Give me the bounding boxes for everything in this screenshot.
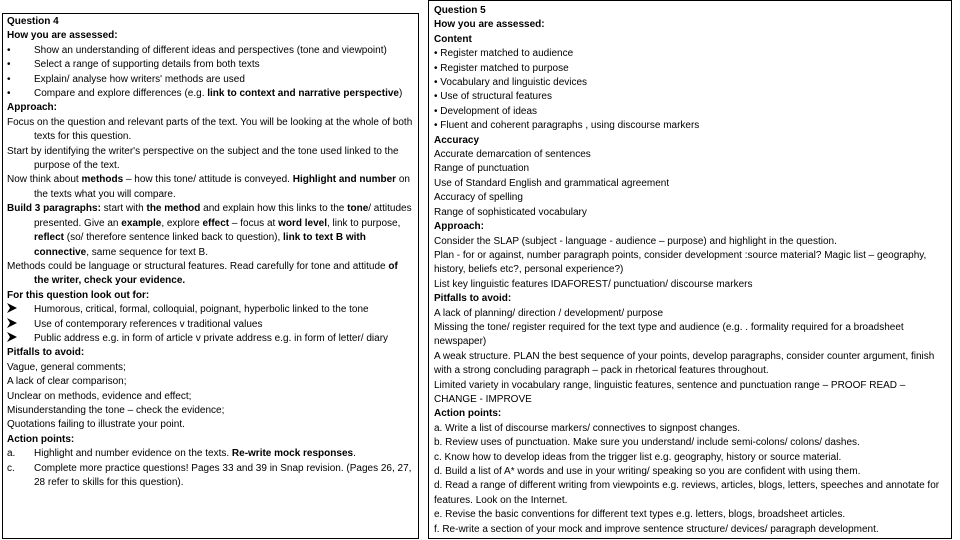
q5-pitfall: A weak structure. PLAN the best sequence of your points, develop paragraphs, consider counter argument, finish with a strong concluding paragraph – pack in rhetorical features throughout. <box>434 350 935 377</box>
bullet-icon: • <box>7 44 11 56</box>
arrow-bullet-icon <box>7 303 34 317</box>
q4-lookout-item: Humorous, critical, formal, colloquial, poignant, hyperbolic linked to the tone <box>7 303 414 317</box>
q4-pitfall: A lack of clear comparison; <box>7 376 127 388</box>
q5-pitfalls-heading: Pitfalls to avoid: <box>434 293 512 305</box>
q5-accuracy-item: Use of Standard English and grammatical agreement <box>434 177 670 189</box>
q5-content-item: • Vocabulary and linguistic devices <box>434 77 588 89</box>
q5-pitfall: A lack of planning/ direction / development/ purpose <box>434 307 664 319</box>
arrow-bullet-icon <box>7 332 34 346</box>
arrow-bullet-icon <box>7 318 34 332</box>
q4-pitfalls-heading: Pitfalls to avoid: <box>7 347 85 359</box>
q4-approach-para: Now think about methods – how this tone/ attitude is conveyed. Highlight and number on the texts what you will compare. <box>7 174 410 200</box>
q5-pitfall: Limited variety in vocabulary range, linguistic features, sentence and punctuation range – PROOF READ – CHANGE - IMPROVE <box>434 379 906 405</box>
q4-pitfall: Misunderstanding the tone – check the evidence; <box>7 404 225 416</box>
q5-action-item: e. Revise the basic conventions for different text types e.g. letters, blogs, broadsheet articles. <box>434 509 846 521</box>
q4-action-heading: Action points: <box>7 433 75 445</box>
q5-content-item: • Use of structural features <box>434 91 552 103</box>
q4-pitfall: Vague, general comments; <box>7 361 126 373</box>
q5-title: Question 5 <box>434 5 486 16</box>
bullet-icon: • <box>7 59 11 71</box>
q4-assessed-item: • Show an understanding of different ideas and perspectives (tone and viewpoint) <box>7 44 414 58</box>
q5-approach-heading: Approach: <box>434 221 484 233</box>
q5-content-item: • Register matched to audience <box>434 48 574 60</box>
q5-assessed-heading: How you are assessed: <box>434 19 545 31</box>
q4-approach-heading: Approach: <box>7 102 57 114</box>
q5-action-item: b. Review uses of punctuation. Make sure you understand/ include semi-colons/ colons/ dashes. <box>434 437 860 449</box>
q4-lookout-heading: For this question look out for: <box>7 289 150 301</box>
q4-assessed-item: • Explain/ analyse how writers' methods are used <box>7 73 414 87</box>
q4-action-item: a. Highlight and number evidence on the texts. Re-write mock responses. <box>7 448 356 460</box>
q4-lookout-item: Public address e.g. in form of article v private address e.g. in form of letter/ diary <box>7 332 414 346</box>
q5-content-item: • Register matched to purpose <box>434 62 569 74</box>
q5-accuracy-item: Accurate demarcation of sentences <box>434 149 591 161</box>
q4-action-item: c. Complete more practice questions! Pages 33 and 39 in Snap revision. (Pages 26, 27, 28 refer to skills for this question). <box>7 462 412 488</box>
question-5-panel <box>428 0 952 539</box>
q5-action-heading: Action points: <box>434 408 502 420</box>
q4-assessed-heading: How you are assessed: <box>7 30 118 42</box>
bullet-icon: • <box>7 88 11 100</box>
q5-action-item: d. Build a list of A* words and use in your writing/ speaking so you are confident with using them. <box>434 466 861 477</box>
q5-accuracy-heading: Accuracy <box>434 134 480 146</box>
q5-accuracy-item: Range of punctuation <box>434 163 530 175</box>
q5-action-item: c. Know how to develop ideas from the trigger list e.g. geography, history or source material. <box>434 451 842 463</box>
q5-action-item: f. Re-write a section of your mock and improve sentence structure/ devices/ paragraph development. <box>434 523 879 535</box>
q4-assessed-item: • Select a range of supporting details from both texts <box>7 58 414 72</box>
q5-pitfall: Missing the tone/ register required for the text type and audience (e.g. . formality required for a broadsheet newspaper) <box>434 321 904 348</box>
q4-methods-para: Methods could be language or structural features. Read carefully for tone and attitude of the writer, check your evidence. <box>7 260 398 287</box>
q4-pitfall: Quotations failing to illustrate your point. <box>7 419 185 431</box>
q5-content-item: • Fluent and coherent paragraphs , using discourse markers <box>434 120 700 132</box>
q5-action-item: d. Read a range of different writing from viewpoints e.g. reviews, articles, blogs, letters, speeches and annotate for features. Look on the Internet. <box>434 480 940 506</box>
bullet-icon: • <box>7 73 11 85</box>
question-4-panel <box>2 13 419 539</box>
q4-title: Question 4 <box>7 16 59 27</box>
q5-accuracy-item: Accuracy of spelling <box>434 192 523 204</box>
q5-content-item: • Development of ideas <box>434 105 538 117</box>
q5-approach-item: Plan - for or against, number paragraph points, consider development :source material? Magic list – geography, history, beliefs etc?, personal experience?) <box>434 249 927 276</box>
q5-approach-item: Consider the SLAP (subject - language - audience – purpose) and highlight in the question. <box>434 235 837 247</box>
q4-pitfall: Unclear on methods, evidence and effect; <box>7 390 192 402</box>
q5-accuracy-item: Range of sophisticated vocabulary <box>434 206 587 218</box>
q5-action-item: a. Write a list of discourse markers/ connectives to signpost changes. <box>434 422 741 434</box>
q4-assessed-item: • Compare and explore differences (e.g. link to context and narrative perspective) <box>7 87 414 101</box>
q4-approach-para: Start by identifying the writer's perspective on the subject and the tone used linked to the purpose of the text. <box>7 145 399 172</box>
q4-approach-para: Focus on the question and relevant parts of the text. You will be looking at the whole of both texts for this question. <box>7 116 413 143</box>
q5-content-heading: Content <box>434 33 472 45</box>
q4-build-para: Build 3 paragraphs: start with the method and explain how this links to the tone/ attitudes presented. Give an example, explore effect – focus at word level, link to purpose, reflect (so/ therefore sentence linked back to question), link to text B with connective, same sequence for text B. <box>7 203 412 258</box>
q4-lookout-item: Use of contemporary references v traditional values <box>7 318 414 332</box>
q5-approach-item: List key linguistic features IDAFOREST/ punctuation/ discourse markers <box>434 278 753 290</box>
